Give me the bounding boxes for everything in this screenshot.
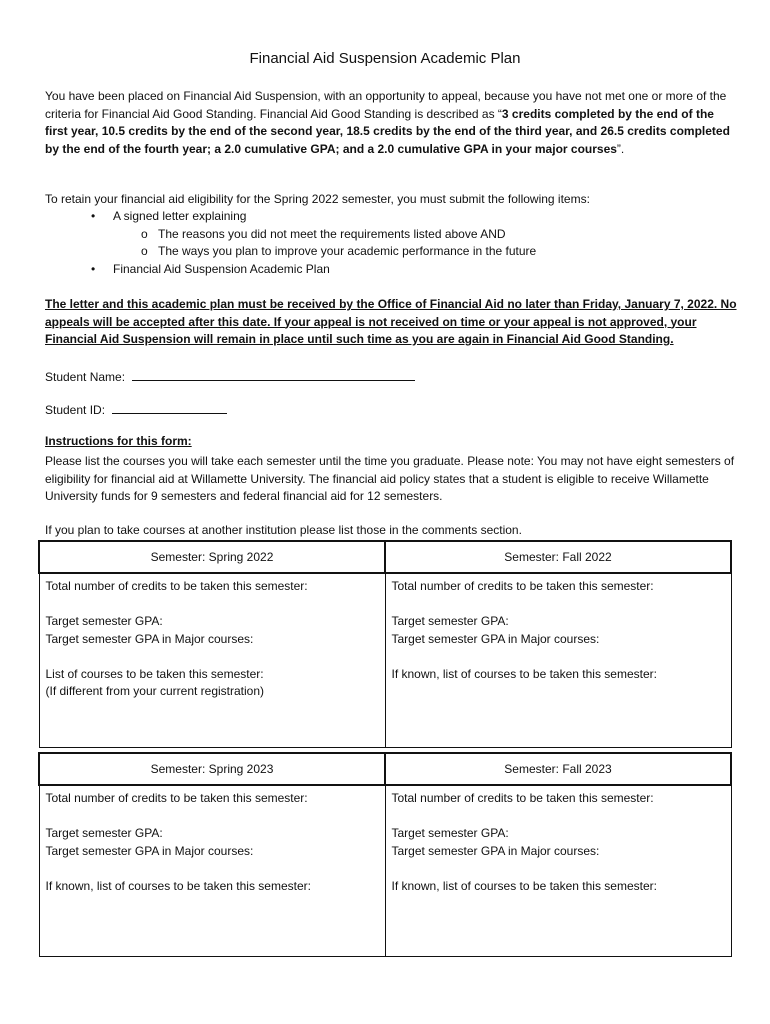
other-institution-note: If you plan to take courses at another institution please list those in the comments section. (45, 523, 522, 537)
gpa-label: Target semester GPA: (45, 614, 163, 628)
intro-bold-criteria: 3 credits completed by the end of the first year, 10.5 credits by the end of the second year, 18.5 credits by the end of the third year, and 26.5 credits completed by the end of the fourth year; a 2.0 cumulative GPA; and a 2.0 cumulative GPA in your major courses (45, 106, 730, 156)
semester-table-2022 (38, 540, 732, 748)
student-id-line[interactable] (112, 401, 227, 414)
student-name-field (45, 368, 415, 384)
credits-label: Total number of credits to be taken this semester: (45, 579, 308, 593)
credits-label: Total number of credits to be taken this semester: (391, 579, 654, 593)
courses-note: (If different from your current registration) (45, 684, 265, 698)
student-name-line[interactable] (132, 368, 415, 381)
retain-eligibility-text: To retain your financial aid eligibility for the Spring 2022 semester, you must submit the following items: (45, 192, 590, 206)
semester-header-spring-2023: Semester: Spring 2023 (39, 753, 385, 785)
credits-label: Total number of credits to be taken this semester: (45, 791, 308, 805)
intro-text-2: ”. (616, 141, 625, 156)
student-id-field (45, 401, 227, 417)
list-subitem-reasons: o The reasons you did not meet the requirements listed above AND (45, 226, 725, 244)
document-title: Financial Aid Suspension Academic Plan (249, 50, 521, 67)
major-gpa-label: Target semester GPA in Major courses: (45, 631, 254, 646)
student-id-label: Student ID: (45, 403, 106, 417)
gpa-label: Target semester GPA: (45, 826, 163, 840)
required-items-list (45, 208, 725, 278)
instructions-heading: Instructions for this form: (45, 434, 192, 448)
courses-label: If known, list of courses to be taken this semester: (45, 878, 311, 893)
semester-header-spring-2022: Semester: Spring 2022 (39, 541, 385, 573)
student-name-label: Student Name: (45, 370, 126, 384)
courses-label: If known, list of courses to be taken this semester: (391, 666, 657, 681)
semester-table-2023 (38, 752, 732, 957)
instructions-body: Please list the courses you will take each semester until the time you graduate. Please note: You may not have eight semesters of eligibility for financial aid at Willamette University. The financial aid policy states that a student is eligible to receive Willamette University funds for 9 semesters and federal financial aid for 12 semesters. (45, 454, 735, 503)
gpa-label: Target semester GPA: (391, 614, 509, 628)
semester-cell-spring-2023[interactable] (39, 785, 385, 957)
semester-cell-fall-2023[interactable] (385, 785, 731, 957)
credits-label: Total number of credits to be taken this semester: (391, 791, 654, 805)
courses-label: If known, list of courses to be taken this semester: (391, 878, 657, 893)
major-gpa-label: Target semester GPA in Major courses: (45, 843, 254, 858)
intro-paragraph (45, 88, 735, 158)
major-gpa-label: Target semester GPA in Major courses: (391, 631, 600, 646)
semester-header-fall-2023: Semester: Fall 2023 (385, 753, 731, 785)
list-item-signed-letter: • A signed letter explaining (45, 208, 725, 226)
semester-header-fall-2022: Semester: Fall 2022 (385, 541, 731, 573)
major-gpa-label: Target semester GPA in Major courses: (391, 843, 600, 858)
deadline-warning: The letter and this academic plan must be received by the Office of Financial Aid no later than Friday, January 7, 2022. No appeals will be accepted after this date. If your appeal is not received on time or your appeal is not approved, your Financial Aid Suspension will remain in place until such time as you are again in Financial Aid Good Standing. (45, 297, 737, 346)
courses-label: List of courses to be taken this semester: (45, 666, 264, 681)
list-item-academic-plan: • Financial Aid Suspension Academic Plan (45, 261, 725, 279)
semester-cell-spring-2022[interactable] (39, 573, 385, 748)
gpa-label: Target semester GPA: (391, 826, 509, 840)
semester-cell-fall-2022[interactable] (385, 573, 731, 748)
intro-text-1: You have been placed on Financial Aid Suspension, with an opportunity to appeal, because you have not met one or more of the criteria for Financial Aid Good Standing. Financial Aid Good Standing is described as “ (45, 89, 727, 121)
list-subitem-improvement: o The ways you plan to improve your academic performance in the future (45, 243, 725, 261)
